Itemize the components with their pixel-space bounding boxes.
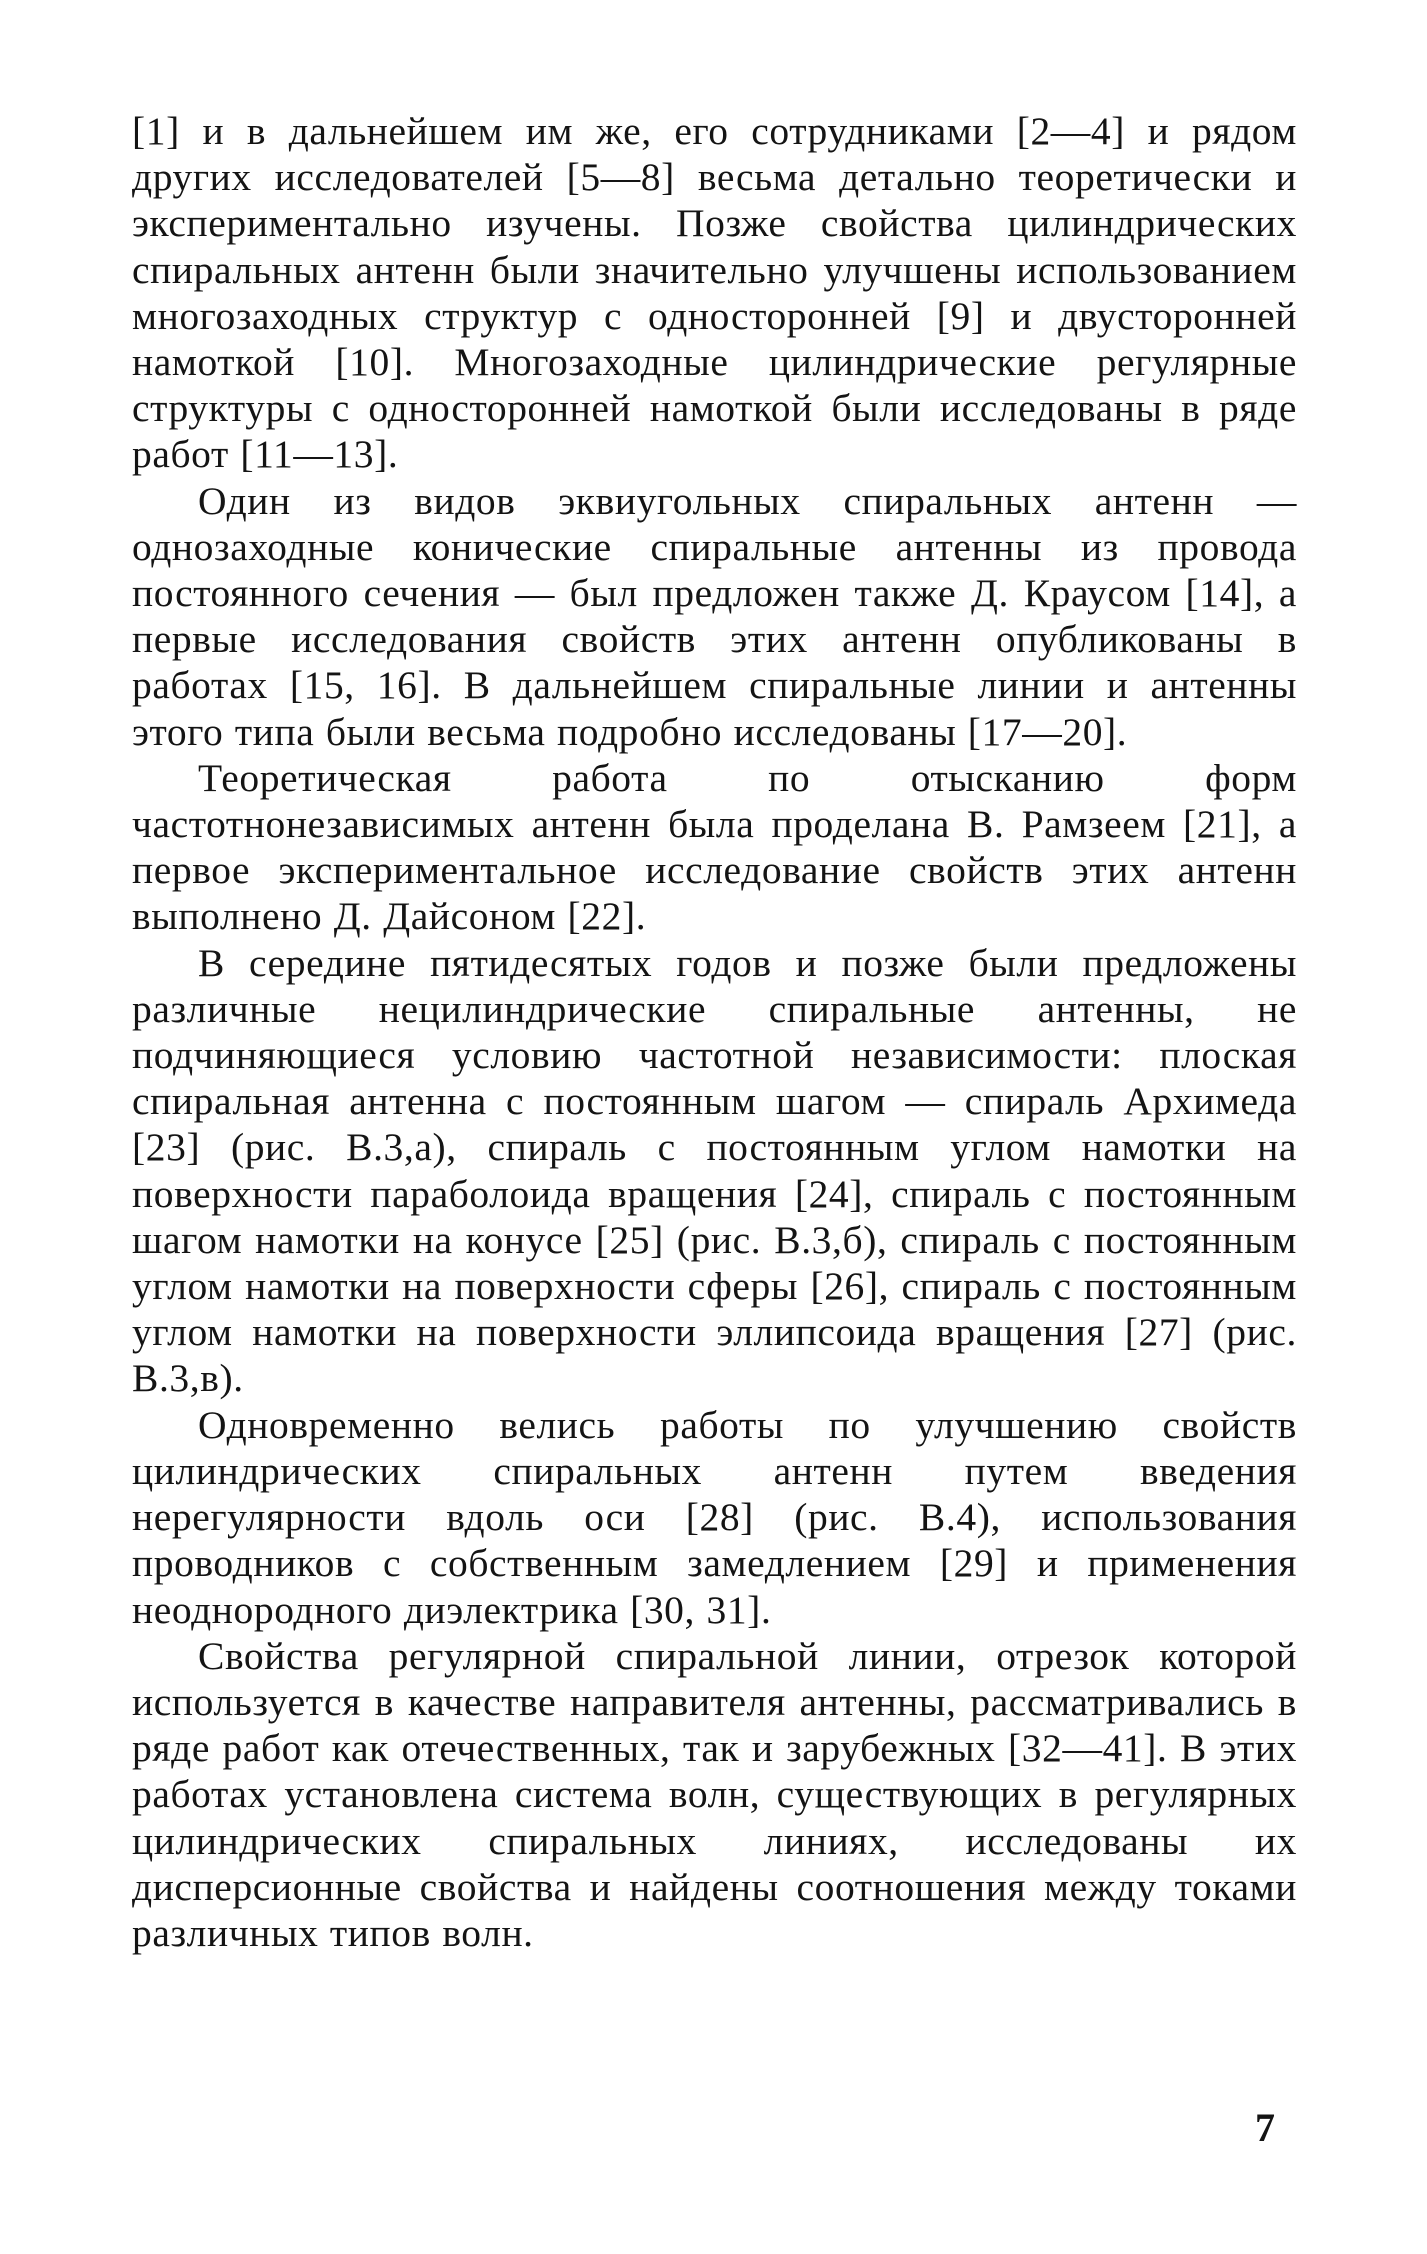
paragraph-5: Одновременно велись работы по улучшению свойств цилиндрических спиральных антенн путем введения нерегулярности вдоль оси [28] (рис. В.4), использования проводников с собственным замедлением [29] и применения неоднородного диэлектрика [30, 31]. — [132, 1402, 1297, 1632]
page-number: 7 — [1255, 2105, 1275, 2150]
paragraph-4: В середине пятидесятых годов и позже были предложены различные нецилиндрические спиральные антенны, не подчиняющиеся условию частотной независимости: плоская спиральная антенна с постоянным шагом — спираль Архимеда [23] (рис. В.3,а), спираль с постоянным углом намотки на поверхности параболоида вращения [24], спираль с постоянным шагом намотки на конусе [25] (рис. В.3,б), спираль с постоянным углом намотки на поверхности сферы [26], спираль с постоянным углом намотки на поверхности эллипсоида вращения [27] (рис. В.3,в). — [132, 940, 1297, 1401]
paragraph-6: Свойства регулярной спиральной линии, отрезок которой используется в качестве направителя антенны, рассматривались в ряде работ как отечественных, так и зарубежных [32—41]. В этих работах установлена система волн, существующих в регулярных цилиндрических спиральных линиях, исследованы их дисперсионные свойства и найдены соотношения между токами различных типов волн. — [132, 1633, 1297, 1955]
paragraph-3: Теоретическая работа по отысканию форм частотнонезависимых антенн была проделана В. Рамзеем [21], а первое экспериментальное исследование свойств этих антенн выполнено Д. Дайсоном [22]. — [132, 755, 1297, 939]
page-text-column — [132, 108, 1297, 1956]
paragraph-2: Один из видов эквиугольных спиральных антенн — однозаходные конические спиральные антенны из провода постоянного сечения — был предложен также Д. Краусом [14], а первые исследования свойств этих антенн опубликованы в работах [15, 16]. В дальнейшем спиральные линии и антенны этого типа были весьма подробно исследованы [17—20]. — [132, 478, 1297, 754]
paragraph-1: [1] и в дальнейшем им же, его сотрудниками [2—4] и рядом других исследователей [5—8] весьма детально теоретически и экспериментально изучены. Позже свойства цилиндрических спиральных антенн были значительно улучшены использованием многозаходных структур с односторонней [9] и двусторонней намоткой [10]. Многозаходные цилиндрические регулярные структуры с односторонней намоткой были исследованы в ряде работ [11—13]. — [132, 109, 1297, 477]
